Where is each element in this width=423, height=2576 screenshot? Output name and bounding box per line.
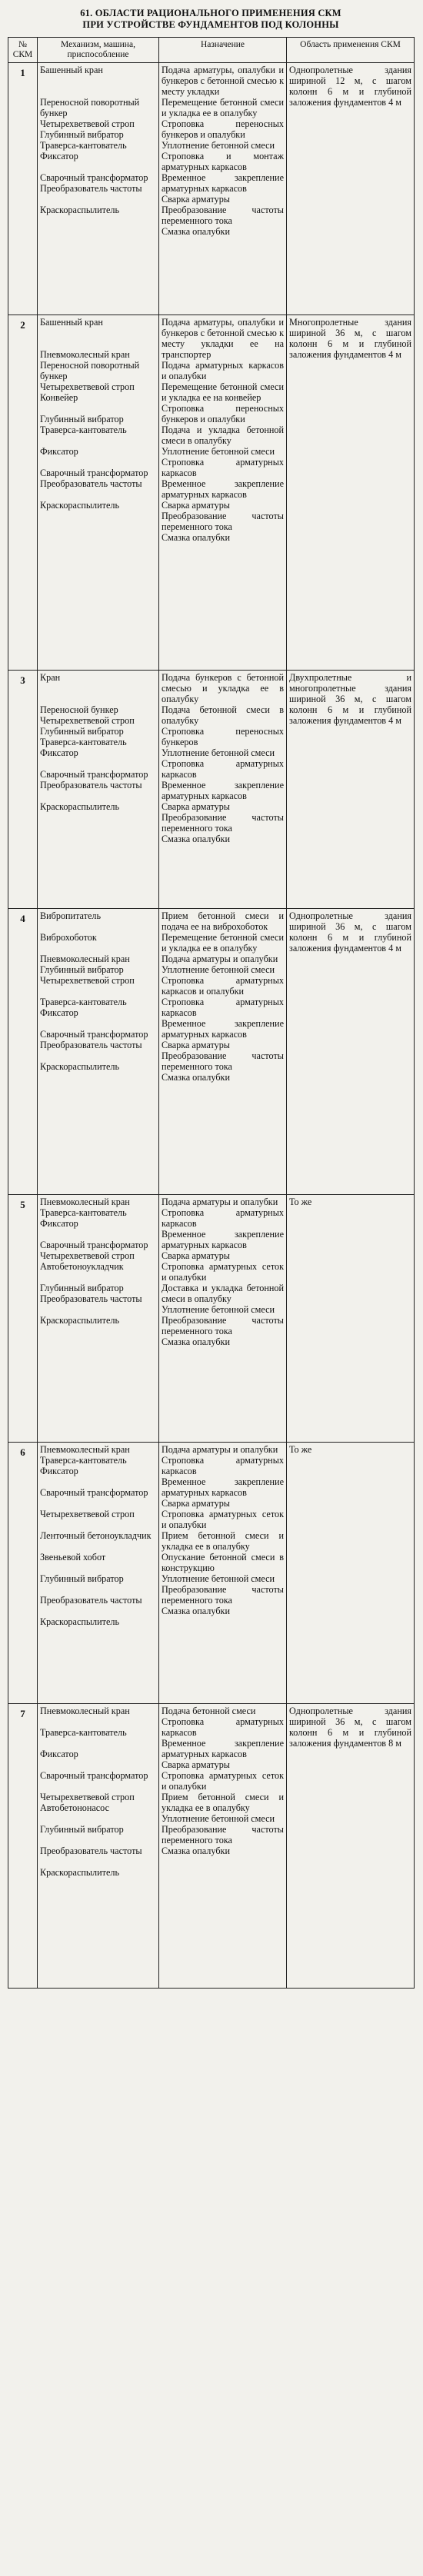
purpose-item: Смазка опалубки: [162, 1845, 230, 1856]
mechanism-item: Звеньевой хобот: [40, 1552, 106, 1563]
mechanism-item: Четырехветвевой строп: [40, 381, 135, 392]
mechanism-item: Преобразователь частоты: [40, 1293, 142, 1304]
purpose-item: Временное закрепление арматурных каркасов: [162, 1476, 284, 1498]
spacer: [40, 435, 156, 446]
table-row: [8, 909, 415, 1195]
header-mechanism: Механизм, машина, приспособление: [38, 38, 159, 63]
mechanism-cell: [38, 315, 159, 671]
spacer: [40, 683, 156, 694]
spacer: [40, 489, 156, 500]
purpose-item: Временное закрепление арматурных каркасов: [162, 1229, 284, 1250]
purpose-cell: [159, 315, 287, 671]
purpose-item: Подача арматуры и опалубки: [162, 1444, 278, 1455]
mechanism-item: Траверса-кантователь: [40, 997, 127, 1007]
mechanism-item: Краскораспылитель: [40, 1315, 120, 1326]
purpose-cell: [159, 1704, 287, 1989]
application-area-cell: Двухпролетные и многопролетные здания шириной 36 м, с шагом колонн 6 м и глубиной заложения фундаментов 4 м: [287, 671, 415, 909]
mechanism-item: Фиксатор: [40, 747, 78, 758]
mechanism-item: Траверса-кантователь: [40, 424, 127, 435]
skm-number: 1: [8, 63, 38, 315]
purpose-item: Уплотнение бетонной смеси: [162, 446, 275, 457]
document-page: [8, 8, 414, 1989]
mechanism-item: Краскораспылитель: [40, 801, 120, 812]
mechanism-item: Траверса-кантователь: [40, 1207, 127, 1218]
purpose-item: Смазка опалубки: [162, 1072, 230, 1083]
table-row: [8, 1443, 415, 1704]
mechanism-item: Глубинный вибратор: [40, 129, 124, 140]
purpose-item: Строповка арматурных каркасов и опалубки: [162, 975, 284, 997]
purpose-item: Подача арматуры и опалубки: [162, 1196, 278, 1207]
purpose-item: Доставка и укладка бетонной смеси в опалубку: [162, 1283, 284, 1304]
purpose-item: Преобразование частоты переменного тока: [162, 1824, 284, 1845]
purpose-item: Подача бункеров с бетонной смесью и укладка ее в опалубку: [162, 672, 284, 704]
mechanism-item: Ленточный бетоноукладчик: [40, 1530, 152, 1541]
purpose-item: Строповка переносных бункеров: [162, 726, 284, 747]
mechanism-cell: [38, 909, 159, 1195]
purpose-item: Смазка опалубки: [162, 834, 230, 844]
spacer: [40, 1541, 156, 1552]
table-row: [8, 1195, 415, 1443]
purpose-item: Временное закрепление арматурных каркасов: [162, 1738, 284, 1759]
mechanism-item: Сварочный трансформатор: [40, 1029, 148, 1040]
purpose-item: Строповка арматурных сеток и опалубки: [162, 1770, 284, 1792]
mechanism-item: Траверса-кантователь: [40, 1727, 127, 1738]
purpose-item: Смазка опалубки: [162, 226, 230, 237]
purpose-item: Уплотнение бетонной смеси: [162, 1813, 275, 1824]
application-area-cell: То же: [287, 1443, 415, 1704]
spacer: [40, 694, 156, 704]
mechanism-item: Сварочный трансформатор: [40, 468, 148, 478]
spacer: [40, 1304, 156, 1315]
purpose-item: Сварка арматуры: [162, 1040, 231, 1050]
mechanism-item: Глубинный вибратор: [40, 964, 124, 975]
mechanism-cell: [38, 1195, 159, 1443]
mechanism-item: Траверса-кантователь: [40, 1455, 127, 1466]
mechanism-item: Глубинный вибратор: [40, 1573, 124, 1584]
mechanism-item: Сварочный трансформатор: [40, 1487, 148, 1498]
purpose-item: Подача арматуры, опалубки и бункеров с бетонной смесью к месту укладки: [162, 65, 284, 97]
purpose-item: Подача бетонной смеси: [162, 1706, 256, 1716]
mechanism-item: Краскораспылитель: [40, 1867, 120, 1878]
spacer: [40, 75, 156, 86]
mechanism-item: Фиксатор: [40, 151, 78, 161]
purpose-cell: [159, 1443, 287, 1704]
mechanism-item: Глубинный вибратор: [40, 1283, 124, 1293]
purpose-item: Сварка арматуры: [162, 500, 231, 511]
header-area: Область применения СКМ: [287, 38, 415, 63]
mechanism-item: Преобразователь частоты: [40, 1040, 142, 1050]
purpose-item: Сварка арматуры: [162, 194, 231, 205]
purpose-item: Перемещение бетонной смеси и укладка ее в опалубку: [162, 932, 284, 954]
mechanism-item: Краскораспылитель: [40, 205, 120, 215]
purpose-item: Преобразование частоты переменного тока: [162, 1584, 284, 1606]
spacer: [40, 790, 156, 801]
spacer: [40, 1835, 156, 1845]
purpose-item: Строповка арматурных каркасов: [162, 1455, 284, 1476]
mechanism-item: Преобразователь частоты: [40, 478, 142, 489]
spacer: [40, 161, 156, 172]
mechanism-item: Четырехветвевой строп: [40, 975, 135, 986]
table-title: [8, 8, 414, 31]
purpose-item: Строповка переносных бункеров и опалубки: [162, 403, 284, 424]
purpose-item: Строповка арматурных каркасов: [162, 758, 284, 780]
mechanism-item: Преобразователь частоты: [40, 1845, 142, 1856]
mechanism-item: Преобразователь частоты: [40, 780, 142, 790]
purpose-cell: [159, 671, 287, 909]
mechanism-item: Переносной бункер: [40, 704, 118, 715]
spacer: [40, 921, 156, 932]
mechanism-item: Фиксатор: [40, 1749, 78, 1759]
mechanism-item: Четырехветвевой строп: [40, 1792, 135, 1802]
mechanism-item: Преобразователь частоты: [40, 1595, 142, 1606]
mechanism-item: Переносной поворотный бункер: [40, 97, 140, 118]
mechanism-item: Кран: [40, 672, 61, 683]
purpose-item: Строповка арматурных каркасов: [162, 997, 284, 1018]
mechanism-item: Фиксатор: [40, 1218, 78, 1229]
spacer: [40, 1519, 156, 1530]
mechanism-item: Краскораспылитель: [40, 1061, 120, 1072]
spacer: [40, 1813, 156, 1824]
spacer: [40, 86, 156, 97]
mechanism-item: Фиксатор: [40, 1466, 78, 1476]
header-num: № СКМ: [8, 38, 38, 63]
skm-number: 4: [8, 909, 38, 1195]
purpose-item: Уплотнение бетонной смеси: [162, 964, 275, 975]
purpose-item: Перемещение бетонной смеси и укладка ее на конвейер: [162, 381, 284, 403]
mechanism-item: Четырехветвевой строп: [40, 118, 135, 129]
purpose-item: Строповка переносных бункеров и опалубки: [162, 118, 284, 140]
table-title-line-2: ПРИ УСТРОЙСТВЕ ФУНДАМЕНТОВ ПОД КОЛОННЫ: [82, 19, 339, 30]
skm-number: 5: [8, 1195, 38, 1443]
purpose-item: Строповка арматурных сеток и опалубки: [162, 1261, 284, 1283]
mechanism-item: Башенный кран: [40, 65, 103, 75]
purpose-item: Сварка арматуры: [162, 801, 231, 812]
table-header-row: [8, 38, 415, 63]
application-area-cell: Многопролетные здания шириной 36 м, с шагом колонн 6 м и глубиной заложения фундаментов 4 м: [287, 315, 415, 671]
mechanism-item: Четырехветвевой строп: [40, 1250, 135, 1261]
table-body: [8, 63, 415, 1989]
purpose-cell: [159, 909, 287, 1195]
purpose-cell: [159, 63, 287, 315]
purpose-item: Уплотнение бетонной смеси: [162, 1304, 275, 1315]
purpose-item: Временное закрепление арматурных каркасов: [162, 1018, 284, 1040]
purpose-item: Подача и укладка бетонной смеси в опалубку: [162, 424, 284, 446]
purpose-item: Строповка и монтаж арматурных каркасов: [162, 151, 284, 172]
mechanism-item: Фиксатор: [40, 446, 78, 457]
skm-number: 6: [8, 1443, 38, 1704]
purpose-item: Прием бетонной смеси и укладка ее в опалубку: [162, 1792, 284, 1813]
mechanism-item: Пневмоколесный кран: [40, 349, 130, 360]
skm-number: 3: [8, 671, 38, 909]
mechanism-item: Башенный кран: [40, 317, 103, 328]
purpose-item: Опускание бетонной смеси в конструкцию: [162, 1552, 284, 1573]
purpose-item: Смазка опалубки: [162, 532, 230, 543]
mechanism-item: Глубинный вибратор: [40, 726, 124, 737]
purpose-item: Уплотнение бетонной смеси: [162, 1573, 275, 1584]
spacer: [40, 1018, 156, 1029]
spacer: [40, 1716, 156, 1727]
mechanism-item: Автобетоноукладчик: [40, 1261, 124, 1272]
spacer: [40, 328, 156, 338]
table-row: [8, 315, 415, 671]
purpose-item: Уплотнение бетонной смеси: [162, 140, 275, 151]
application-area-cell: Однопролетные здания шириной 12 м, с шагом колонн 6 м и глубиной заложения фундаментов 4 м: [287, 63, 415, 315]
spacer: [40, 457, 156, 468]
purpose-item: Сварка арматуры: [162, 1498, 231, 1509]
purpose-item: Временное закрепление арматурных каркасов: [162, 780, 284, 801]
purpose-item: Преобразование частоты переменного тока: [162, 812, 284, 834]
spacer: [40, 194, 156, 205]
mechanism-item: Пневмоколесный кран: [40, 1444, 130, 1455]
skm-table: [8, 37, 415, 1989]
spacer: [40, 338, 156, 349]
purpose-item: Строповка арматурных сеток и опалубки: [162, 1509, 284, 1530]
mechanism-item: Сварочный трансформатор: [40, 769, 148, 780]
skm-number: 7: [8, 1704, 38, 1989]
mechanism-item: Четырехветвевой строп: [40, 1509, 135, 1519]
mechanism-item: Траверса-кантователь: [40, 140, 127, 151]
spacer: [40, 943, 156, 954]
purpose-item: Строповка арматурных каркасов: [162, 1716, 284, 1738]
mechanism-item: Вибропитатель: [40, 910, 102, 921]
spacer: [40, 1498, 156, 1509]
header-purpose: Назначение: [159, 38, 287, 63]
table-row: [8, 63, 415, 315]
spacer: [40, 1476, 156, 1487]
purpose-item: Сварка арматуры: [162, 1759, 231, 1770]
mechanism-item: Краскораспылитель: [40, 1616, 120, 1627]
purpose-item: Подача арматурных каркасов и опалубки: [162, 360, 284, 381]
table-row: [8, 1704, 415, 1989]
mechanism-item: Виброхоботок: [40, 932, 97, 943]
purpose-item: Смазка опалубки: [162, 1336, 230, 1347]
mechanism-item: Фиксатор: [40, 1007, 78, 1018]
mechanism-item: Сварочный трансформатор: [40, 1770, 148, 1781]
purpose-item: Прием бетонной смеси и подача ее на виброхоботок: [162, 910, 284, 932]
purpose-item: Строповка арматурных каркасов: [162, 457, 284, 478]
application-area-cell: Однопролетные здания шириной 36 м, с шагом колонн 6 м и глубиной заложения фундаментов 8 м: [287, 1704, 415, 1989]
purpose-item: Временное закрепление арматурных каркасов: [162, 478, 284, 500]
purpose-item: Перемещение бетонной смеси и укладка ее в опалубку: [162, 97, 284, 118]
purpose-item: Преобразование частоты переменного тока: [162, 1050, 284, 1072]
purpose-item: Подача бетонной смеси в опалубку: [162, 704, 284, 726]
application-area-cell: Однопролетные здания шириной 36 м, с шагом колонн 6 м и глубиной заложения фундаментов 4 м: [287, 909, 415, 1195]
purpose-item: Сварка арматуры: [162, 1250, 231, 1261]
mechanism-item: Глубинный вибратор: [40, 1824, 124, 1835]
mechanism-item: Четырехветвевой строп: [40, 715, 135, 726]
mechanism-item: Преобразователь частоты: [40, 183, 142, 194]
mechanism-cell: [38, 1704, 159, 1989]
spacer: [40, 1606, 156, 1616]
purpose-item: Уплотнение бетонной смеси: [162, 747, 275, 758]
spacer: [40, 1563, 156, 1573]
mechanism-item: Сварочный трансформатор: [40, 172, 148, 183]
spacer: [40, 403, 156, 414]
mechanism-item: Глубинный вибратор: [40, 414, 124, 424]
purpose-item: Подача арматуры, опалубки и бункеров с бетонной смесью к месту укладки ее на транспортер: [162, 317, 284, 360]
spacer: [40, 1272, 156, 1283]
mechanism-cell: [38, 63, 159, 315]
spacer: [40, 1229, 156, 1240]
mechanism-item: Пневмоколесный кран: [40, 1196, 130, 1207]
mechanism-cell: [38, 671, 159, 909]
mechanism-item: Автобетононасос: [40, 1802, 109, 1813]
spacer: [40, 986, 156, 997]
spacer: [40, 1759, 156, 1770]
spacer: [40, 1050, 156, 1061]
purpose-item: Преобразование частоты переменного тока: [162, 1315, 284, 1336]
purpose-item: Преобразование частоты переменного тока: [162, 511, 284, 532]
mechanism-item: Пневмоколесный кран: [40, 1706, 130, 1716]
application-area-cell: То же: [287, 1195, 415, 1443]
mechanism-cell: [38, 1443, 159, 1704]
mechanism-item: Сварочный трансформатор: [40, 1240, 148, 1250]
purpose-item: Подача арматуры и опалубки: [162, 954, 278, 964]
purpose-item: Строповка арматурных каркасов: [162, 1207, 284, 1229]
skm-number: 2: [8, 315, 38, 671]
mechanism-item: Траверса-кантователь: [40, 737, 127, 747]
mechanism-item: Переносной поворотный бункер: [40, 360, 140, 381]
spacer: [40, 1584, 156, 1595]
spacer: [40, 1781, 156, 1792]
mechanism-item: Краскораспылитель: [40, 500, 120, 511]
spacer: [40, 758, 156, 769]
purpose-cell: [159, 1195, 287, 1443]
mechanism-item: Пневмоколесный кран: [40, 954, 130, 964]
mechanism-item: Конвейер: [40, 392, 78, 403]
purpose-item: Смазка опалубки: [162, 1606, 230, 1616]
table-title-line-1: 61. ОБЛАСТИ РАЦИОНАЛЬНОГО ПРИМЕНЕНИЯ СКМ: [80, 8, 341, 18]
spacer: [40, 1738, 156, 1749]
table-row: [8, 671, 415, 909]
purpose-item: Временное закрепление арматурных каркасов: [162, 172, 284, 194]
purpose-item: Прием бетонной смеси и укладка ее в опалубку: [162, 1530, 284, 1552]
spacer: [40, 1856, 156, 1867]
purpose-item: Преобразование частоты переменного тока: [162, 205, 284, 226]
